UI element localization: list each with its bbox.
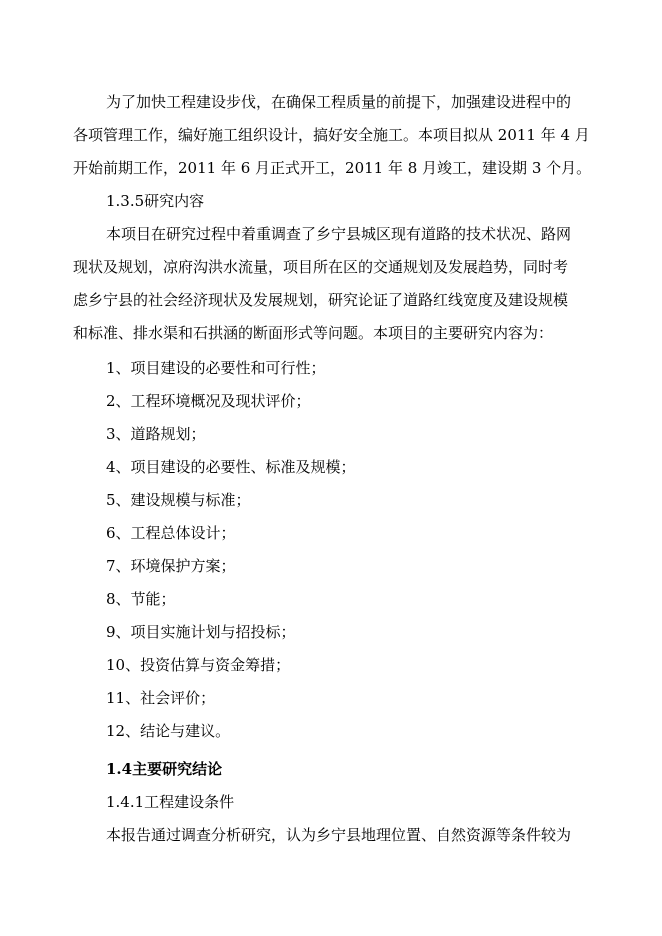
list-item: 1、项目建设的必要性和可行性； (106, 359, 326, 377)
list-item: 10、投资估算与资金筹措； (106, 656, 291, 674)
list-item: 12、结论与建议。 (106, 722, 231, 740)
paragraph-1-line-2: 各项管理工作，编好施工组织设计，搞好安全施工。本项目拟从 2011 年 4 月 (73, 126, 590, 144)
list-item: 3、道路规划； (106, 425, 206, 443)
list-item: 4、项目建设的必要性、标准及规模； (106, 458, 356, 476)
section-1-4-1-heading: 1.4.1工程建设条件 (106, 793, 235, 811)
paragraph-2-line-4: 和标准、排水渠和石拱涵的断面形式等问题。本项目的主要研究内容为： (73, 324, 554, 342)
list-item: 11、社会评价； (106, 689, 216, 707)
paragraph-2-line-2: 现状及规划，凉府沟洪水流量，项目所在区的交通规划及发展趋势，同时考 (73, 258, 569, 276)
section-1-4-heading: 1.4主要研究结论 (106, 760, 223, 778)
list-item: 2、工程环境概况及现状评价； (106, 392, 311, 410)
paragraph-3-line-1: 本报告通过调查分析研究，认为乡宁县地理位置、自然资源等条件较为 (106, 826, 572, 844)
list-item: 5、建设规模与标准； (106, 491, 251, 509)
list-item: 6、工程总体设计； (106, 524, 236, 542)
paragraph-1-line-1: 为了加快工程建设步伐，在确保工程质量的前提下，加强建设进程中的 (106, 93, 572, 111)
paragraph-2-line-3: 虑乡宁县的社会经济现状及发展规划，研究论证了道路红线宽度及建设规模 (73, 291, 569, 309)
list-item: 8、节能； (106, 590, 176, 608)
paragraph-1-line-3: 开始前期工作，2011 年 6 月正式开工，2011 年 8 月竣工，建设期 3 个月。 (73, 159, 592, 177)
list-item: 7、环境保护方案； (106, 557, 236, 575)
list-item: 9、项目实施计划与招投标； (106, 623, 296, 641)
section-1-3-5-heading: 1.3.5研究内容 (106, 192, 205, 210)
paragraph-2-line-1: 本项目在研究过程中着重调查了乡宁县城区现有道路的技术状况、路网 (106, 225, 572, 243)
